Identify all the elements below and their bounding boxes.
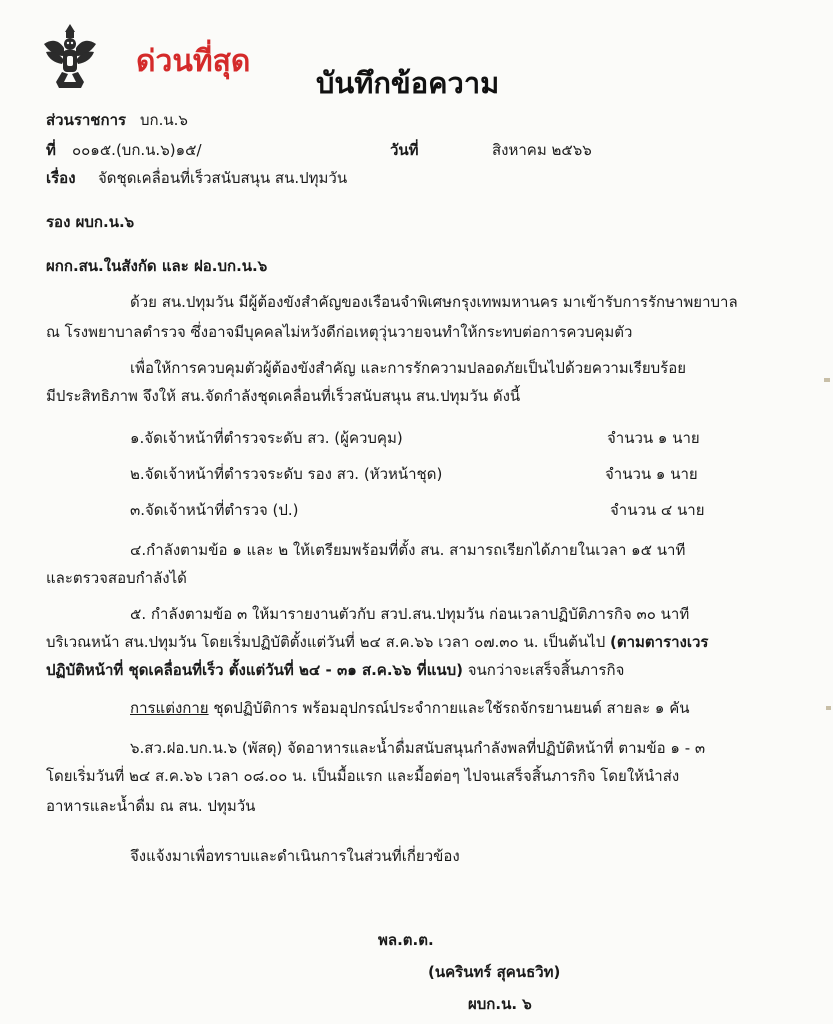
dept-value: บก.น.๖ (140, 111, 188, 129)
ref-label: ที่ (46, 141, 56, 159)
para1-line1: ด้วย สน.ปทุมวัน มีผู้ต้องขังสำคัญของเรือนจำพิเศษกรุงเทพมหานคร มาเข้ารับการรักษาพยาบาล (130, 293, 738, 311)
memo-title: บันทึกข้อความ (316, 66, 500, 100)
para6-line2: โดยเริ่มวันที่ ๒๔ ส.ค.๖๖ เวลา ๐๘.๐๐ น. เป็นมื้อแรก และมื้อต่อๆ ไปจนเสร็จสิ้นภารกิจ โดยให้นำส่ง (46, 767, 680, 785)
list-item-1-text: ๑.จัดเจ้าหน้าที่ตำรวจระดับ สว. (ผู้ควบคุม) (130, 429, 403, 447)
para2-line2: มีประสิทธิภาพ จึงให้ สน.จัดกำลังชุดเคลื่อนที่เร็วสนับสนุน สน.ปทุมวัน ดังนี้ (46, 387, 521, 405)
para6-line3: อาหารและน้ำดื่ม ณ สน. ปทุมวัน (46, 797, 256, 815)
signer-position: ผบก.น. ๖ (468, 995, 532, 1013)
para5-line3-text: จนกว่าจะเสร็จสิ้นภารกิจ (463, 661, 625, 679)
para2-line1: เพื่อให้การควบคุมตัวผู้ต้องขังสำคัญ และการรักความปลอดภัยเป็นไปด้วยความเรียบร้อย (130, 359, 687, 377)
para6-line1: ๖.สว.ฝอ.บก.น.๖ (พัสดุ) จัดอาหารและน้ำดื่มสนับสนุนกำลังพลที่ปฏิบัติหน้าที่ ตามข้อ ๑ - ๓ (130, 739, 706, 757)
dept-label: ส่วนราชการ (46, 111, 127, 129)
para4-line2: และตรวจสอบกำลังได้ (46, 569, 187, 587)
para5-line2-bold: (ตามตารางเวร (610, 633, 709, 651)
list-item-3-text: ๓.จัดเจ้าหน้าที่ตำรวจ (ป.) (130, 501, 299, 519)
dress-label: การแต่งกาย (130, 699, 209, 717)
subject-label: เรื่อง (46, 169, 76, 187)
list-item-2-text: ๒.จัดเจ้าหน้าที่ตำรวจระดับ รอง สว. (หัวหน้าชุด) (130, 465, 443, 483)
dress-text: ชุดปฏิบัติการ พร้อมอุปกรณ์ประจำกายและใช้รถจักรยานยนต์ สายละ ๑ คัน (208, 699, 690, 717)
ref-value: ๐๐๑๕.(บก.น.๖)๑๕/ (72, 141, 202, 159)
para4-line1: ๔.กำลังตามข้อ ๑ และ ๒ ให้เตรียมพร้อมที่ตั้ง สน. สามารถเรียกได้ภายในเวลา ๑๕ นาที (130, 541, 686, 559)
signer-name: (นครินทร์ สุคนธวิท) (428, 963, 561, 981)
closing-line: จึงแจ้งมาเพื่อทราบและดำเนินการในส่วนที่เกี่ยวข้อง (130, 847, 460, 865)
addressee-stations: ผกก.สน.ในสังกัด และ ฝอ.บก.น.๖ (46, 257, 268, 275)
date-value: สิงหาคม ๒๕๖๖ (492, 141, 592, 159)
para5-line2-text: บริเวณหน้า สน.ปทุมวัน โดยเริ่มปฏิบัติตั้งแต่วันที่ ๒๔ ส.ค.๖๖ เวลา ๐๗.๓๐ น. เป็นต้นไป (46, 633, 610, 651)
subject-value: จัดชุดเคลื่อนที่เร็วสนับสนุน สน.ปทุมวัน (98, 169, 348, 187)
scan-mark (826, 706, 831, 710)
para5-line3 (46, 660, 624, 680)
urgency-stamp: ด่วนที่สุด (136, 44, 251, 79)
signer-rank: พล.ต.ต. (378, 931, 434, 949)
scan-mark (824, 378, 830, 382)
para5-line3-bold: ปฏิบัติหน้าที่ ชุดเคลื่อนที่เร็ว ตั้งแต่วันที่ ๒๔ - ๓๑ ส.ค.๖๖ ที่แนบ) (46, 661, 463, 679)
list-item-3-count: จำนวน ๔ นาย (610, 501, 705, 519)
date-label: วันที่ (390, 141, 419, 159)
para5-line2 (46, 632, 708, 652)
garuda-emblem-icon (42, 22, 98, 92)
dress-line (130, 698, 690, 718)
para1-line2: ณ โรงพยาบาลตำรวจ ซึ่งอาจมีบุคคลไม่หวังดีก่อเหตุวุ่นวายจนทำให้กระทบต่อการควบคุมตัว (46, 323, 633, 341)
addressee-deputy: รอง ผบก.น.๖ (46, 213, 135, 231)
para5-line1: ๕. กำลังตามข้อ ๓ ให้มารายงานตัวกับ สวป.สน.ปทุมวัน ก่อนเวลาปฏิบัติภารกิจ ๓๐ นาที (130, 605, 690, 623)
list-item-1-count: จำนวน ๑ นาย (607, 429, 700, 447)
list-item-2-count: จำนวน ๑ นาย (605, 465, 698, 483)
